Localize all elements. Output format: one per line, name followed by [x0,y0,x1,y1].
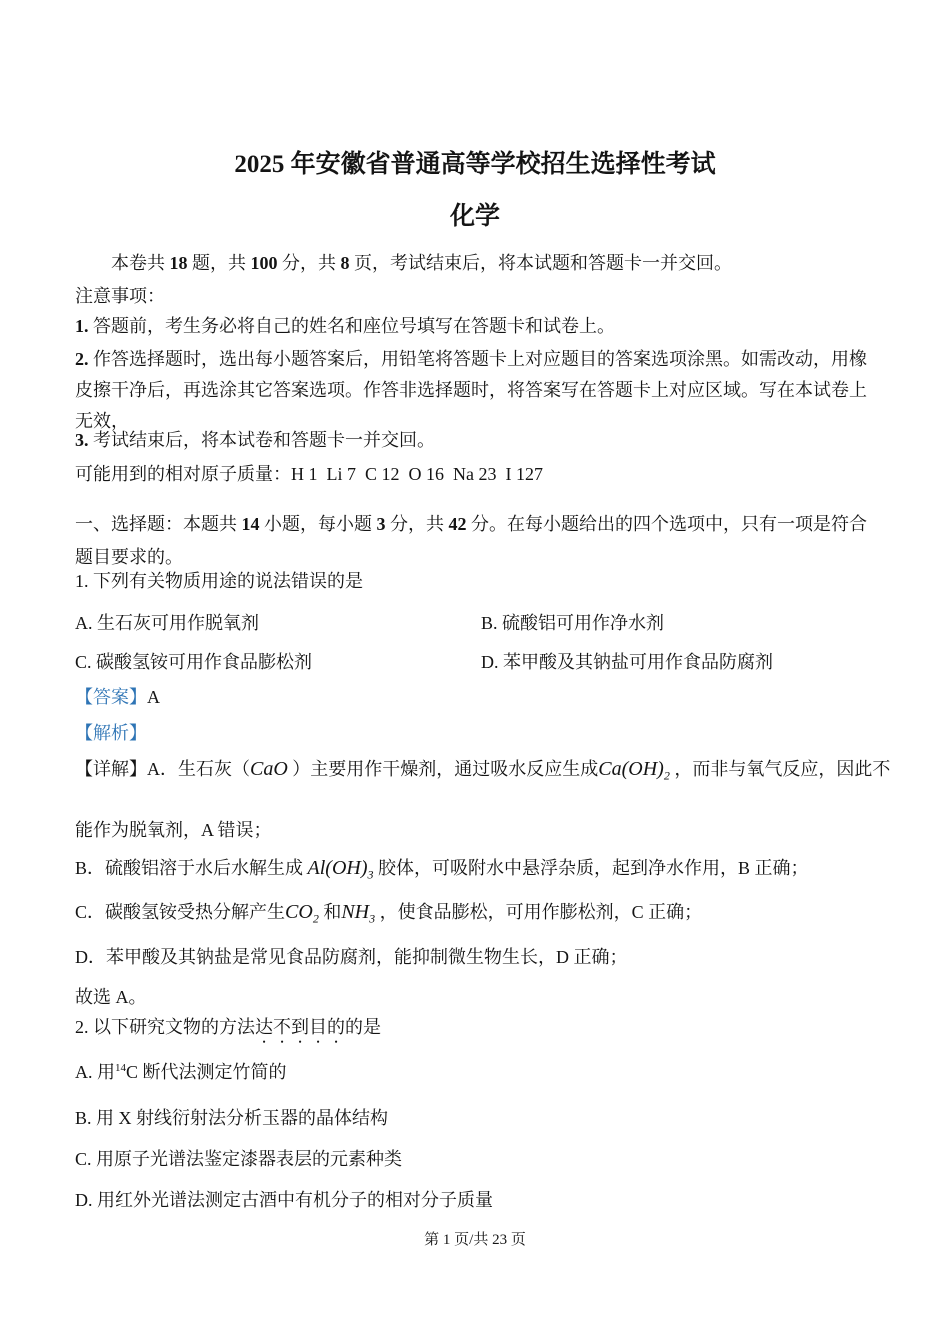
detail-line-3: B．硫酸铝溶于水后水解生成 $Al(OH)_3$ 胶体，可吸附水中悬浮杂质，起到净水作用，B 正确； [75,857,809,882]
question-2-option-d: D. 用红外光谱法测定古酒中有机分子的相对分子质量 [75,1190,493,1210]
question-1-options-row-1 [75,611,881,635]
detail-line-4: C．碳酸氢铵受热分解产生$CO_2$ 和$NH_3$ ，使食品膨松，可用作膨松剂，C 正确； [75,901,703,926]
section-heading: 一、选择题：本题共 14 小题，每小题 3 分，共 42 分。在每小题给出的四个选项中，只有一项是符合题目要求的。 [75,514,867,567]
detail-line-2: 能作为脱氧剂，A 错误； [75,820,272,840]
question-2-option-b: B. 用 X 射线衍射法分析玉器的晶体结构 [75,1108,389,1128]
question-1-option-d: D. 苯甲酸及其钠盐可用作食品防腐剂 [481,652,773,672]
question-1-option-a: A. 生石灰可用作脱氧剂 [75,613,259,633]
question-2-option-c: C. 用原子光谱法鉴定漆器表层的元素种类 [75,1149,403,1169]
question-1-option-c: C. 碳酸氢铵可用作食品膨松剂 [75,652,313,672]
exam-intro: 本卷共 18 题，共 100 分，共 8 页，考试结束后，将本试题和答题卡一并交回。 [111,253,732,273]
detail-line-1: 【详解】A．生石灰（CaO ）主要用作干燥剂，通过吸水反应生成$Ca(OH)_2$ ，而非与氧气反应，因此不 [75,758,891,783]
analysis-line [75,721,881,745]
question-1-options-row-2 [75,650,881,674]
answer-label: 【答案】 [75,687,147,707]
answer-line [75,685,881,709]
question-1-option-b: B. 硫酸铝可用作净水剂 [481,613,665,633]
atomic-mass-line: 可能用到的相对原子质量：H 1 Li 7 C 12 O 16 Na 23 I 127 [75,464,543,484]
exam-title: 2025 年安徽省普通高等学校招生选择性考试 [234,151,716,178]
note-item-1: 1. 答题前，考生务必将自己的姓名和座位号填写在答题卡和试卷上。 [75,316,615,336]
page-footer: 第 1 页/共 23 页 [424,1232,526,1248]
exam-subject: 化学 [449,203,500,230]
question-2-stem: 2. 以下研究文物的方法达不到目的的是 [75,1017,381,1037]
question-1-stem: 1. 下列有关物质用途的说法错误的是 [75,571,363,591]
detail-line-conclusion: 故选 A。 [75,987,147,1007]
note-item-3: 3. 考试结束后，将本试卷和答题卡一并交回。 [75,430,435,450]
note-item-2: 2. 作答选择题时，选出每小题答案后，用铅笔将答题卡上对应题目的答案选项涂黑。如需改动，用橡皮擦干净后，再选涂其它答案选项。作答非选择题时，将答案写在答题卡上对应区域。写在本试卷上无效， [75,349,867,431]
detail-line-5: D．苯甲酸及其钠盐是常见食品防腐剂，能抑制微生物生长，D 正确； [75,947,628,967]
analysis-label: 【解析】 [75,723,147,743]
answer-value: A [147,687,160,707]
notes-heading: 注意事项： [75,286,165,306]
question-2-option-a: A. 用$^{14}$C 断代法测定竹简的 [75,1062,287,1082]
